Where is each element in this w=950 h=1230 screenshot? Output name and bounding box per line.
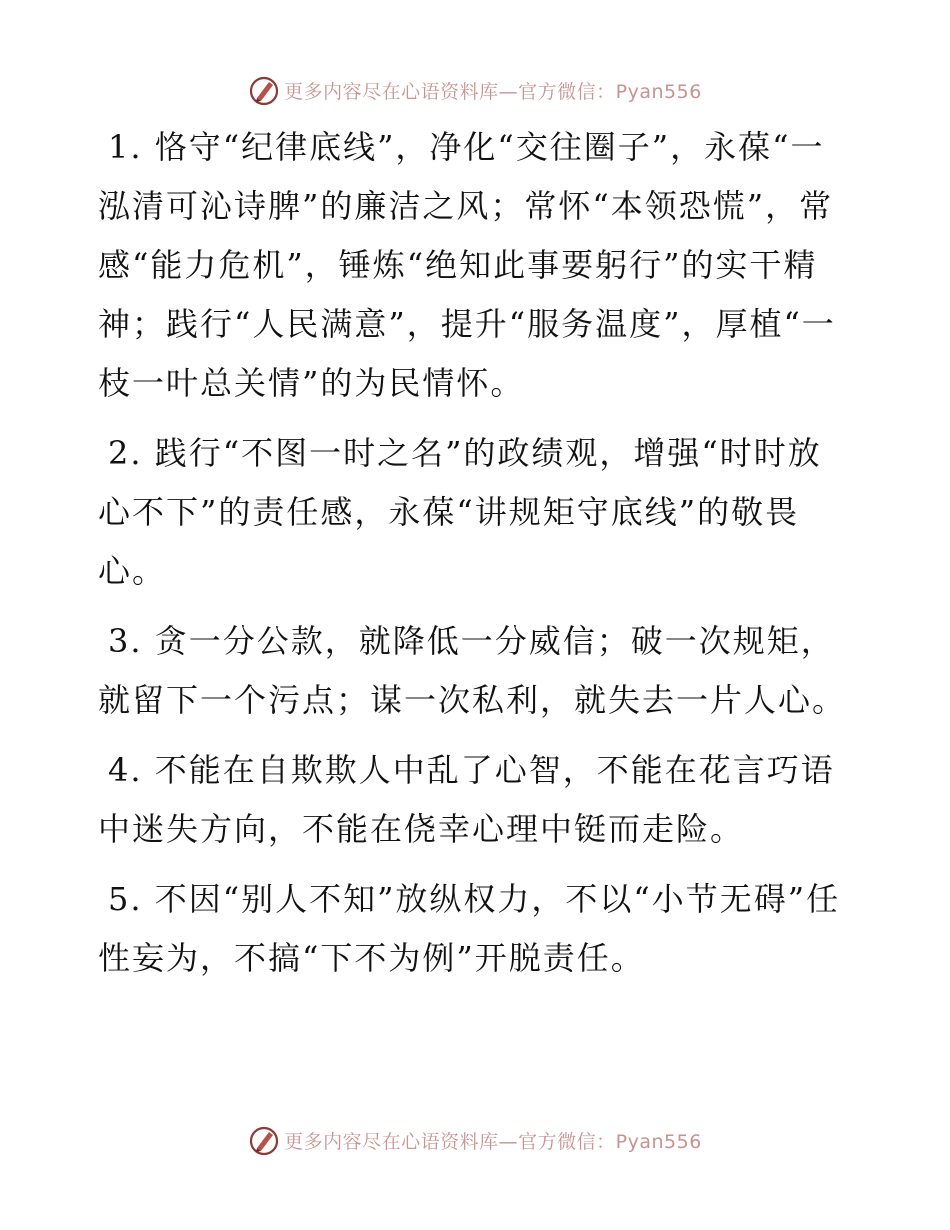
header-banner [0,70,950,110]
pen-seal-icon [248,1124,280,1156]
paragraph-4: 4. 不能在自欺欺人中乱了心智，不能在花言巧语中迷失方向，不能在侥幸心理中铤而走险。 [98,751,835,848]
footer-banner [0,1120,950,1160]
paragraph-3: 3. 贪一分公款，就降低一分威信；破一次规矩，就留下一个污点；谋一次私利，就失去一片人心。 [98,622,847,719]
footer-banner-text: 更多内容尽在心语资料库—官方微信：Pyan556 [284,1130,702,1153]
document-body [98,118,854,999]
header-banner-text: 更多内容尽在心语资料库—官方微信：Pyan556 [284,80,702,103]
paragraph-5: 5. 不因“别人不知”放纵权力，不以“小节无碍”任性妄为，不搞“下不为例”开脱责任。 [98,880,841,977]
pen-seal-icon [248,74,280,106]
paragraph-1: 1. 恪守“纪律底线”，净化“交往圈子”，永葆“一泓清可沁诗脾”的廉洁之风；常怀“本领恐慌”，常感“能力危机”，锤炼“绝知此事要躬行”的实干精神；践行“人民满意”，提升“服务温度”，厚植“一枝一叶总关情”的为民情怀。 [98,128,836,402]
paragraph-2: 2. 践行“不图一时之名”的政绩观，增强“时时放心不下”的责任感，永葆“讲规矩守底线”的敬畏心。 [98,434,822,590]
